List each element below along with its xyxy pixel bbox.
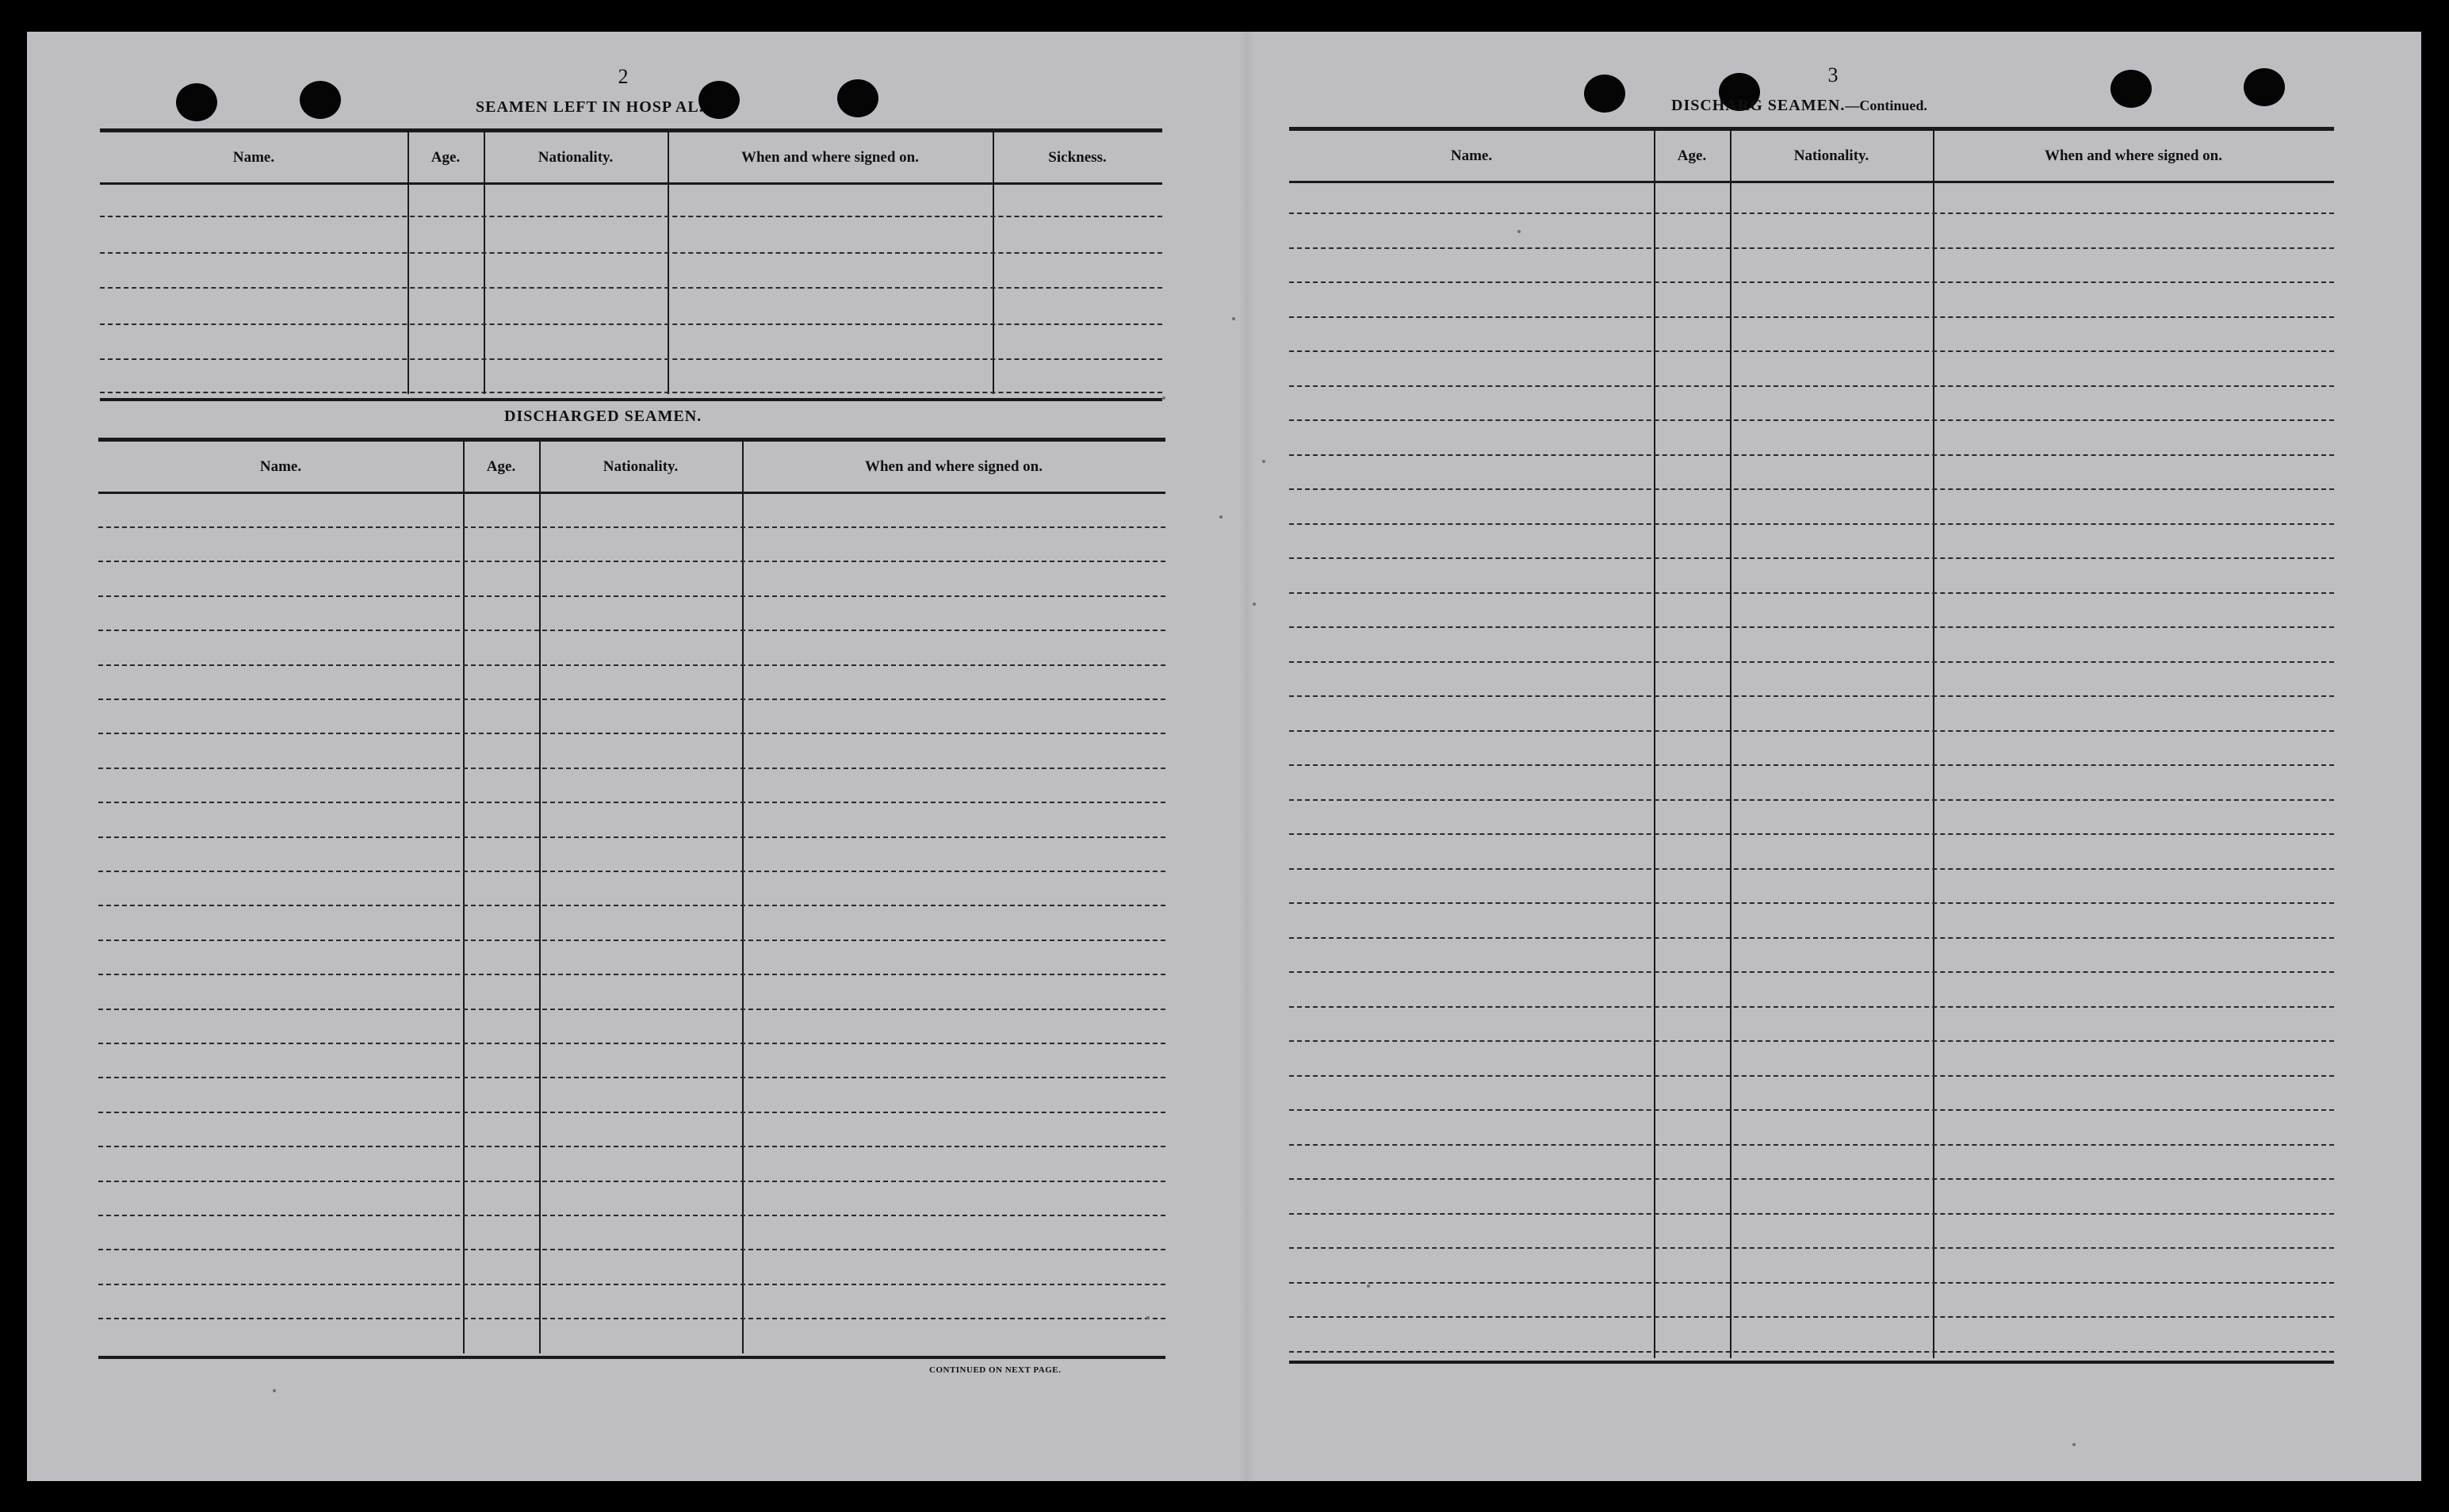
table-row <box>100 287 1162 289</box>
column-divider <box>742 442 744 1353</box>
table-row <box>1289 833 2334 835</box>
table-row <box>98 699 1165 700</box>
table-row <box>98 1215 1165 1216</box>
continued-note: CONTINUED ON NEXT PAGE. <box>929 1365 1062 1375</box>
table-row <box>100 252 1162 254</box>
table-row <box>1289 730 2334 732</box>
table-row <box>1289 1075 2334 1077</box>
table-row <box>98 1112 1165 1113</box>
paper-speck <box>2072 1443 2076 1446</box>
table-row <box>98 1249 1165 1250</box>
column-divider <box>1654 131 1655 1358</box>
column-divider <box>1933 131 1934 1358</box>
table-row <box>1289 281 2334 283</box>
table-row <box>1289 247 2334 249</box>
table-row <box>1289 1282 2334 1284</box>
discharged-continued-title <box>1671 97 1927 115</box>
left-page <box>27 32 1240 1481</box>
paper-speck <box>1367 1284 1370 1288</box>
table-row <box>1289 937 2334 939</box>
table-row <box>98 595 1165 597</box>
page-number: 3 <box>1827 63 1839 86</box>
paper-speck <box>1146 1316 1150 1319</box>
hospital-section-title: SEAMEN LEFT IN HOSP AL. <box>476 98 704 116</box>
column-divider <box>484 132 485 394</box>
table-row <box>98 526 1165 528</box>
table-row <box>98 1009 1165 1010</box>
table-row <box>1289 695 2334 697</box>
paper-speck <box>1517 230 1521 233</box>
table-row <box>98 1284 1165 1285</box>
table-row <box>98 974 1165 975</box>
table-row <box>1289 1144 2334 1146</box>
column-header-age: Age. <box>486 458 516 475</box>
table-row <box>100 392 1162 393</box>
table-row <box>1289 764 2334 766</box>
table-row <box>1289 1178 2334 1180</box>
column-header-nationality: Nationality. <box>603 458 679 475</box>
table-row <box>1289 626 2334 628</box>
column-header-nationality: Nationality. <box>1793 147 1869 164</box>
column-header-age: Age. <box>430 149 461 166</box>
column-header-nationality: Nationality. <box>538 149 614 166</box>
table-bottom-rule <box>1289 1361 2334 1364</box>
table-row <box>1289 1247 2334 1249</box>
column-divider <box>408 132 409 394</box>
table-row <box>100 216 1162 217</box>
paper-speck <box>273 1389 276 1392</box>
column-divider <box>1730 131 1732 1358</box>
paper-speck <box>1162 396 1165 400</box>
table-row <box>98 1146 1165 1147</box>
paper-speck <box>1262 460 1265 463</box>
table-row <box>1289 868 2334 870</box>
header-rule <box>98 492 1165 494</box>
table-row <box>98 664 1165 666</box>
table-row <box>1289 1213 2334 1215</box>
table-row <box>98 1318 1165 1319</box>
column-header-signed-on: When and where signed on. <box>2044 147 2222 164</box>
table-row <box>1289 1316 2334 1318</box>
discharged-table <box>98 438 1165 1397</box>
table-row <box>1289 971 2334 973</box>
discharged-continued-title-suffix: —Continued. <box>1845 98 1927 113</box>
paper-speck <box>1232 317 1235 320</box>
discharged-continued-table <box>1289 127 2334 1395</box>
table-row <box>1289 1006 2334 1008</box>
discharged-section-title: DISCHARGED SEAMEN. <box>504 408 702 425</box>
header-rule <box>1289 181 2334 183</box>
table-row <box>1289 523 2334 525</box>
table-row <box>1289 350 2334 352</box>
table-row <box>98 905 1165 906</box>
table-row <box>98 940 1165 941</box>
table-row <box>1289 557 2334 559</box>
table-bottom-rule <box>98 1356 1165 1359</box>
column-header-name: Name. <box>232 149 275 166</box>
table-row <box>98 871 1165 872</box>
table-row <box>98 1181 1165 1182</box>
paper-speck <box>1253 603 1256 606</box>
hospital-table <box>100 128 1162 427</box>
table-row <box>1289 1040 2334 1042</box>
table-row <box>98 802 1165 803</box>
column-divider <box>993 132 994 394</box>
table-row <box>1289 488 2334 490</box>
table-top-rule <box>98 438 1165 442</box>
column-header-signed-on: When and where signed on. <box>864 458 1043 475</box>
table-row <box>98 836 1165 838</box>
table-row <box>1289 316 2334 318</box>
column-divider <box>668 132 669 394</box>
table-row <box>1289 661 2334 663</box>
table-top-rule <box>1289 127 2334 131</box>
column-header-sickness: Sickness. <box>1048 149 1107 166</box>
column-header-age: Age. <box>1677 147 1707 164</box>
column-header-signed-on: When and where signed on. <box>740 149 919 166</box>
table-row <box>1289 212 2334 214</box>
table-row <box>1289 1109 2334 1111</box>
table-row <box>1289 419 2334 421</box>
paper-speck <box>1219 515 1223 519</box>
table-row <box>1289 454 2334 456</box>
table-row <box>1289 902 2334 904</box>
table-top-rule <box>100 128 1162 132</box>
table-row <box>100 358 1162 360</box>
table-row <box>1289 799 2334 801</box>
column-divider <box>539 442 541 1353</box>
header-rule <box>100 182 1162 185</box>
column-header-name: Name. <box>1450 147 1493 164</box>
table-row <box>98 561 1165 562</box>
discharged-continued-title-main: DISCHARG SEAMEN. <box>1671 97 1846 114</box>
table-row <box>98 1043 1165 1044</box>
table-row <box>1289 385 2334 387</box>
table-row <box>98 630 1165 631</box>
table-row <box>100 323 1162 325</box>
page-number: 2 <box>618 65 629 88</box>
right-page <box>1240 32 2421 1481</box>
scanned-form-spread <box>27 32 2421 1481</box>
table-bottom-rule <box>100 398 1162 401</box>
table-row <box>98 733 1165 734</box>
table-row <box>98 1077 1165 1078</box>
column-divider <box>463 442 465 1353</box>
table-row <box>98 767 1165 769</box>
column-header-name: Name. <box>259 458 302 475</box>
table-row <box>1289 1351 2334 1353</box>
table-row <box>1289 592 2334 594</box>
